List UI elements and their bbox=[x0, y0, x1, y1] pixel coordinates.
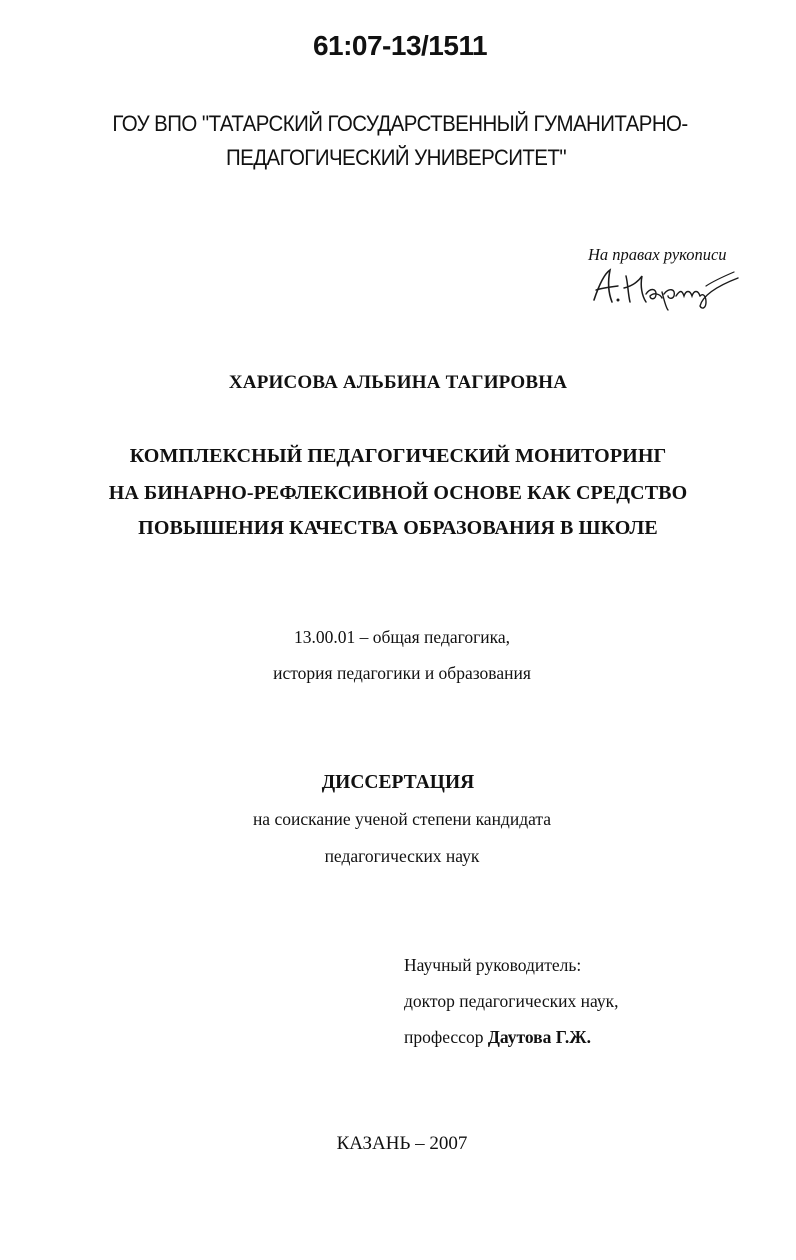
author-name: ХАРИСОВА АЛЬБИНА ТАГИРОВНА bbox=[228, 372, 568, 393]
handwritten-signature bbox=[588, 262, 748, 312]
manuscript-rights-label: На правах рукописи bbox=[588, 245, 727, 264]
specialty-name-line: история педагогики и образования bbox=[273, 663, 531, 683]
document-type-label: ДИССЕРТАЦИЯ bbox=[321, 772, 475, 793]
advisor-name: Даутова Г.Ж. bbox=[487, 1027, 591, 1047]
degree-line-1: на соискание ученой степени кандидата bbox=[252, 809, 552, 829]
dissertation-title-line-2: НА БИНАРНО-РЕФЛЕКСИВНОЙ ОСНОВЕ КАК СРЕДСТВО bbox=[108, 482, 688, 504]
degree-line-2: педагогических наук bbox=[324, 846, 480, 866]
advisor-position-name bbox=[404, 1027, 591, 1048]
dissertation-title-line-1: КОМПЛЕКСНЫЙ ПЕДАГОГИЧЕСКИЙ МОНИТОРИНГ bbox=[129, 445, 667, 467]
specialty-code-line: 13.00.01 – общая педагогика, bbox=[293, 627, 511, 647]
advisor-role: Научный руководитель: bbox=[404, 955, 582, 975]
advisor-degree: доктор педагогических наук, bbox=[404, 991, 619, 1011]
advisor-position: профессор bbox=[404, 1027, 484, 1047]
dissertation-title-line-3: ПОВЫШЕНИЯ КАЧЕСТВА ОБРАЗОВАНИЯ В ШКОЛЕ bbox=[138, 517, 658, 539]
organization-line-2: ПЕДАГОГИЧЕСКИЙ УНИВЕРСИТЕТ" bbox=[225, 145, 567, 170]
organization-line-1: ГОУ ВПО "ТАТАРСКИЙ ГОСУДАРСТВЕННЫЙ ГУМАНИТАРНО- bbox=[112, 111, 688, 136]
city-year: КАЗАНЬ – 2007 bbox=[336, 1133, 468, 1154]
archive-code-number: 61:07-13/1511 bbox=[312, 30, 488, 61]
